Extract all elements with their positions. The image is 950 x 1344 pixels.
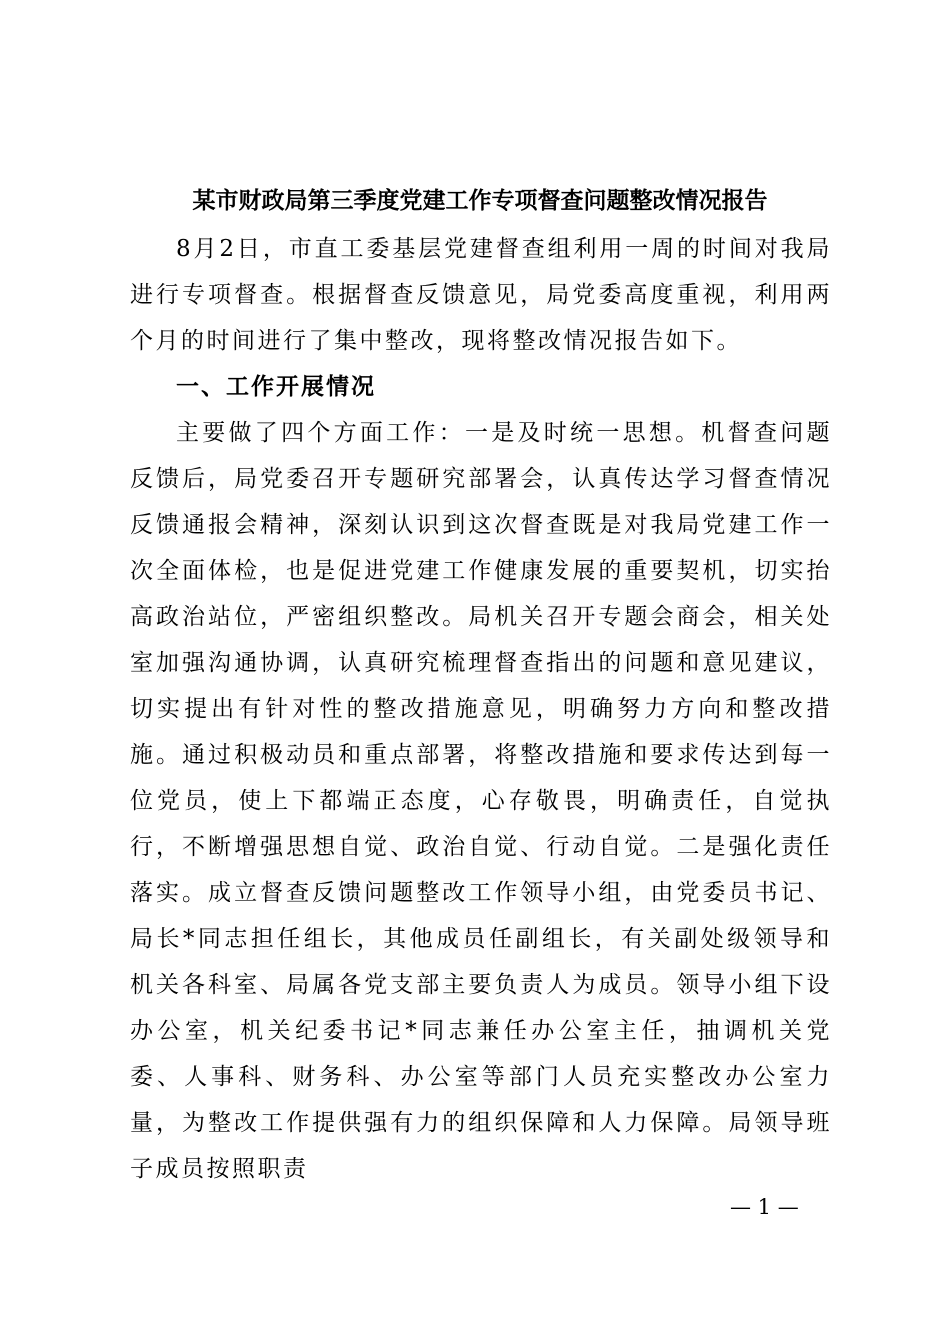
document-body	[130, 226, 832, 1192]
section-heading: 一、工作开展情况	[176, 374, 376, 400]
intro-paragraph: 8月2日，市直工委基层党建督查组利用一周的时间对我局进行专项督查。根据督查反馈意见，局党委高度重视，利用两个月的时间进行了集中整改，现将整改情况报告如下。	[130, 236, 832, 354]
document-title: 某市财政局第三季度党建工作专项督查问题整改情况报告	[192, 187, 768, 214]
section-paragraph: 主要做了四个方面工作：一是及时统一思想。机督查问题反馈后，局党委召开专题研究部署会，认真传达学习督查情况反馈通报会精神，深刻认识到这次督查既是对我局党建工作一次全面体检，也是促进党建工作健康发展的重要契机，切实抬高政治站位，严密组织整改。局机关召开专题会商会，相关处室加强沟通协调，认真研究梳理督查指出的问题和意见建议，切实提出有针对性的整改措施意见，明确努力方向和整改措施。通过积极动员和重点部署，将整改措施和要求传达到每一位党员，使上下都端正态度，心存敬畏，明确责任，自觉执行，不断增强思想自觉、政治自觉、行动自觉。二是强化责任落实。成立督查反馈问题整改工作领导小组，由党委员书记、局长*同志担任组长，其他成员任副组长，有关副处级领导和机关各科室、局属各党支部主要负责人为成员。领导小组下设办公室，机关纪委书记*同志兼任办公室主任，抽调机关党委、人事科、财务科、办公室等部门人员充实整改办公室力量，为整改工作提供强有力的组织保障和人力保障。局领导班子成员按照职责	[130, 420, 832, 1182]
page-number: — 1 —	[730, 1195, 799, 1219]
